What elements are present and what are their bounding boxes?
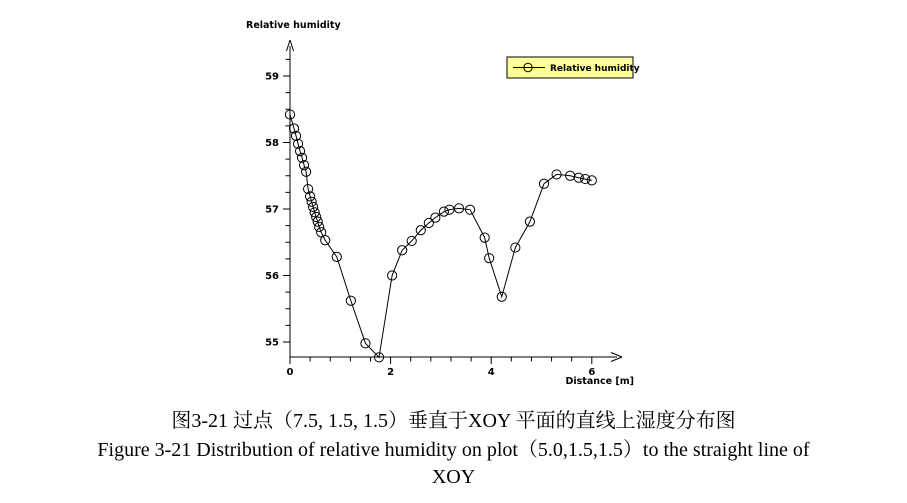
svg-text:4: 4 xyxy=(487,367,495,378)
y-axis-title: Relative humidity xyxy=(246,20,341,31)
axes xyxy=(287,40,623,362)
legend-label: Relative humidity xyxy=(550,64,640,74)
svg-text:6: 6 xyxy=(588,367,596,378)
data-point-marker xyxy=(587,176,596,185)
svg-text:57: 57 xyxy=(265,204,279,216)
caption-chinese: 图3-21 过点（7.5, 1.5, 1.5）垂直于XOY 平面的直线上湿度分布图 xyxy=(171,410,736,432)
x-axis-title: Distance [m] xyxy=(565,376,634,387)
svg-text:2: 2 xyxy=(387,367,395,378)
figure-caption xyxy=(0,406,907,490)
caption-english-line1: Figure 3-21 Distribution of relative humidity on plot（5.0,1.5,1.5）to the straight line of xyxy=(97,439,810,461)
x-axis-ticks xyxy=(290,357,592,364)
svg-text:55: 55 xyxy=(265,337,279,349)
svg-text:56: 56 xyxy=(265,271,279,282)
svg-text:59: 59 xyxy=(265,71,279,83)
series-relative-humidity xyxy=(285,110,596,362)
svg-text:0: 0 xyxy=(286,367,294,378)
svg-text:58: 58 xyxy=(265,138,279,149)
y-axis-ticks xyxy=(283,59,290,342)
caption-english-line2: XOY xyxy=(431,466,476,488)
